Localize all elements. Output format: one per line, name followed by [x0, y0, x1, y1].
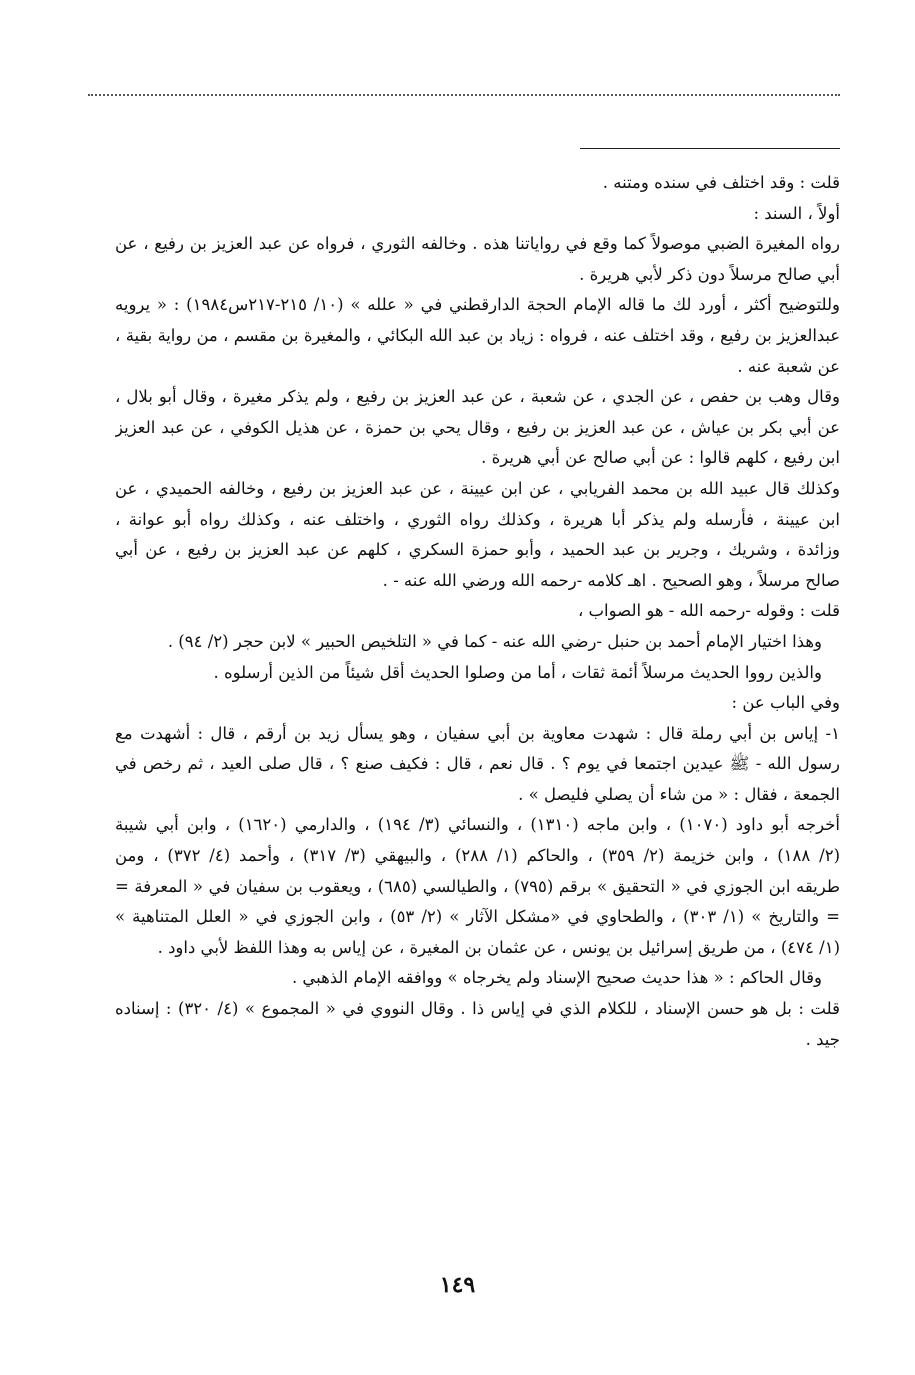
text-line: (٢/ ١٨٨) ، وابن خزيمة (٢/ ٣٥٩) ، والحاكم (١/ ٢٨٨) ، والبيهقي (٣/ ٣١٧) ، وأحمد (٤/ ٣٧٢) ، ومن [115, 846, 840, 866]
text-line: عن شعبة عنه . [737, 356, 840, 376]
text-line: صالح مرسلاً ، وهو الصحيح . اهـ كلامه -رحمه الله ورضي الله عنه - . [382, 570, 840, 590]
text-line: ١- إياس بن أبي رملة قال : شهدت معاوية بن أبي سفيان ، وهو يسأل زيد بن أرقم ، قال : أشهدت مع [115, 723, 840, 743]
text-line: قلت : وقد اختلف في سنده ومتنه . [602, 173, 840, 192]
page-number: ١٤٩ [439, 1272, 476, 1298]
text-line: (١/ ٤٧٤) ، من طريق إسرائيل بن يونس ، عن عثمان بن المغيرة ، عن إياس به وهذا اللفظ لأبي داود . [157, 937, 840, 957]
page-body [115, 168, 840, 1055]
text-line: الجمعة ، فقال : « من شاء أن يصلي فليصل » . [518, 784, 840, 804]
text-line: أولاً ، السند : [753, 203, 840, 223]
header-rule [88, 94, 840, 96]
text-line: قلت : بل هو حسن الإسناد ، للكلام الذي في إياس ذا . وقال النووي في « المجموع » (٤/ ٣٢٠) : إسناده [115, 999, 840, 1019]
text-line: جيد . [805, 1029, 840, 1049]
text-line: قلت : وقوله -رحمه الله - هو الصواب ، [577, 601, 840, 621]
text-line: وللتوضيح أكثر ، أورد لك ما قاله الإمام الحجة الدارقطني في « علله » (١٠/ ٢١٥-٢١٧س١٩٨٤) : « يرويه [115, 295, 840, 315]
text-line: ابن عيينة ، فأرسله ولم يذكر أبا هريرة ، وكذلك رواه الثوري ، واختلف عنه ، وكذلك رواه أبو عوانة ، [115, 509, 840, 529]
text-line: = والتاريخ » (١/ ٣٠٣) ، والطحاوي في «مشكل الآثار » (٢/ ٥٣) ، وابن الجوزي في « العلل المتناهية » [115, 907, 840, 927]
text-line: رسول الله - ﷺ عيدين اجتمعا في يوم ؟ . قال نعم ، قال : فكيف صنع ؟ ، قال صلى العيد ، ثم رخص في [115, 754, 840, 774]
text-line: وقال وهب بن حفص ، عن الجدي ، عن شعبة ، عن عبد العزيز بن رفيع ، ولم يذكر مغيرة ، وقال أبو بلال ، [115, 387, 840, 407]
text-line: أبي صالح مرسلاً دون ذكر لأبي هريرة . [579, 264, 840, 284]
text-line: وزائدة ، وشريك ، وجرير بن عبد الحميد ، وأبو حمزة السكري ، كلهم عن عبد العزيز بن رفيع ، عن أبي [115, 540, 840, 560]
text-line: ابن رفيع ، كلهم قالوا : عن أبي صالح عن أبي هريرة . [481, 448, 840, 468]
footnote-separator [580, 148, 840, 149]
text-line: وكذلك قال عبيد الله بن محمد الفريابي ، عن ابن عيينة ، عن عبد العزيز بن رفيع ، وخالفه الحميدي ، عن [115, 478, 840, 498]
text-line: وفي الباب عن : [731, 693, 840, 713]
text-line: وهذا اختيار الإمام أحمد بن حنبل -رضي الله عنه - كما في « التلخيص الحبير » لابن حجر (٢/ ٩٤) . [167, 631, 822, 651]
text-line: أخرجه أبو داود (١٠٧٠) ، وابن ماجه (١٣١٠) ، والنسائي (٣/ ١٩٤) ، والدارمي (١٦٢٠) ، وابن أبي شيبة [115, 815, 840, 835]
text-line: رواه المغيرة الضبي موصولاً كما وقع في رواياتنا هذه . وخالفه الثوري ، فرواه عن عبد العزيز بن رفيع ، عن [115, 234, 840, 254]
text-line: والذين رووا الحديث مرسلاً أئمة ثقات ، أما من وصلوا الحديث أقل شيئاً من الذين أرسلوه . [213, 662, 822, 682]
text-line: وقال الحاكم : « هذا حديث صحيح الإسناد ولم يخرجاه » ووافقه الإمام الذهبي . [291, 968, 822, 988]
text-line: عن أبي بكر بن عياش ، عن عبد العزيز بن رفيع ، وقال يحي بن حمزة ، عن هذيل الكوفي ، عن عبد العزيز [115, 417, 840, 437]
text-line: طريقه ابن الجوزي في « التحقيق » برقم (٧٩٥) ، والطيالسي (٦٨٥) ، ويعقوب بن سفيان في « المعرفة = [115, 876, 840, 896]
text-line: عبدالعزيز بن رفيع ، وقد اختلف عنه ، فرواه : زياد بن عبد الله البكائي ، والمغيرة بن مقسم ، من رواية بقية ، [115, 325, 840, 345]
